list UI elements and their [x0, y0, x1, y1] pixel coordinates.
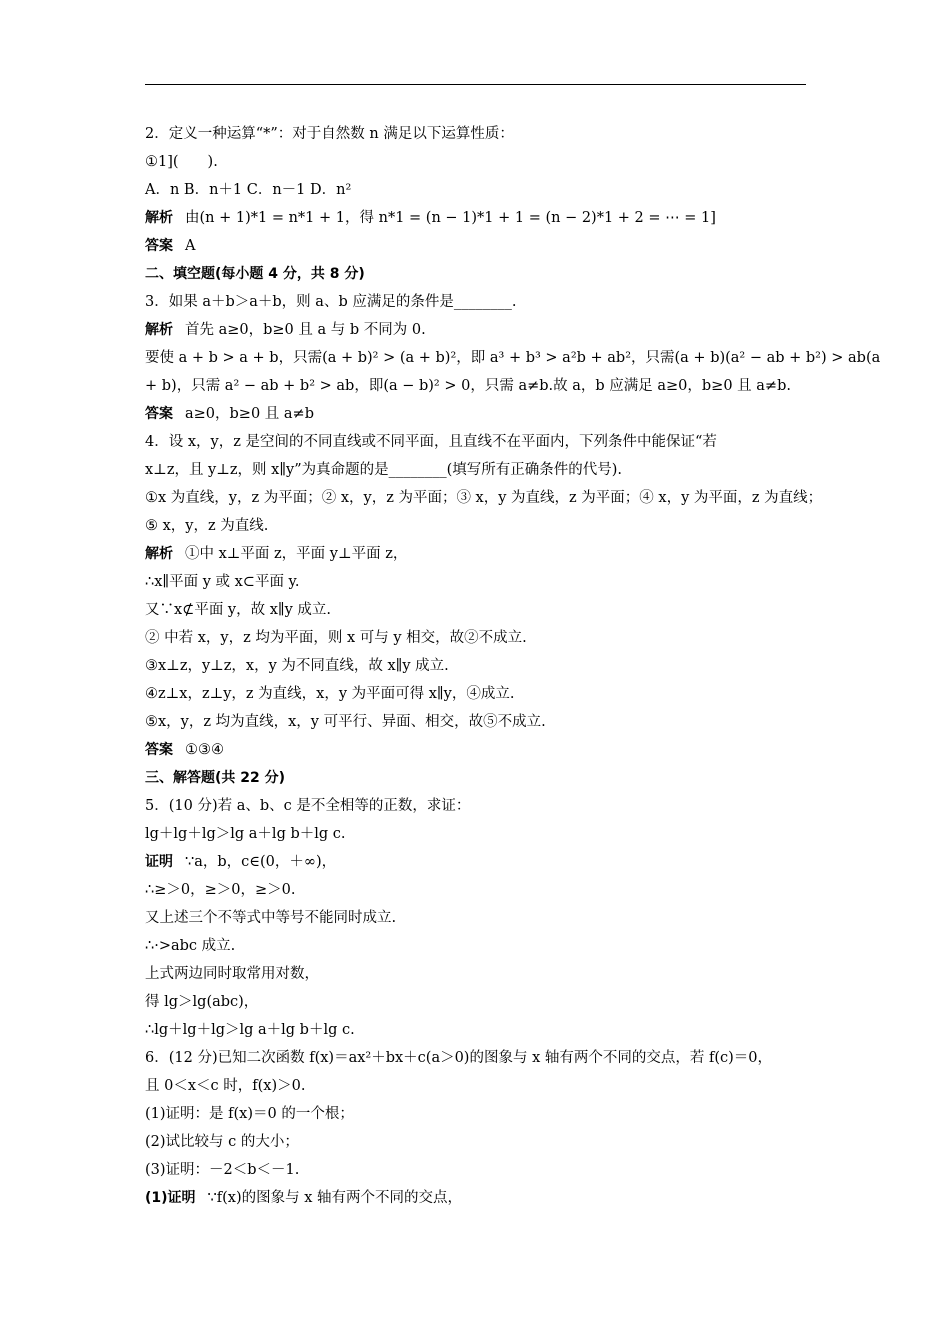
solution-label: 解析 [145, 546, 173, 562]
q4-solution-line7: ⑤x，y，z 均为直线，x，y 可平行、异面、相交，故⑤不成立. [145, 714, 546, 730]
q2-solution [145, 204, 825, 232]
q6-proof1 [145, 1184, 825, 1212]
q3-solution-line2: 要使 a + b > a + b，只需(a + b)² > (a + b)²，即 a³ + b³ > a²b + ab²，只需(a + b)(a² − ab + b²) > ab(a [145, 350, 881, 366]
q3-solution-line1: 首先 a≥0，b≥0 且 a 与 b 不同为 0. [185, 322, 426, 338]
q4-solution-line1: ①中 x⊥平面 z，平面 y⊥平面 z， [185, 546, 408, 562]
q4-solution-line6: ④z⊥x，z⊥y，z 为直线，x，y 为平面可得 x∥y，④成立. [145, 686, 515, 702]
q5-proof [145, 848, 825, 876]
q3-solution [145, 316, 825, 344]
solution-label: 解析 [145, 322, 173, 338]
q4-solution-line2: ∴x∥平面 y 或 x⊂平面 y. [145, 574, 300, 590]
answer-label: 答案 [145, 238, 173, 254]
q6-stem-line1: 6．(12 分)已知二次函数 f(x)＝ax²＋bx＋c(a＞0)的图象与 x 轴有两个不同的交点，若 f(c)＝0， [145, 1050, 772, 1066]
q4-stem-line2: x⊥z，且 y⊥z，则 x∥y”为真命题的是________(填写所有正确条件的代号). [145, 462, 623, 478]
q5-proof-line5: 上式两边同时取常用对数， [145, 966, 319, 982]
answer-label: 答案 [145, 406, 173, 422]
q6-part2: (2)试比较与 c 的大小； [145, 1134, 299, 1150]
q4-conditions-line2: ⑤ x，y，z 为直线. [145, 518, 269, 534]
q3-solution-line3: + b)，只需 a² − ab + b² > ab，即(a − b)² > 0，只需 a≠b.故 a，b 应满足 a≥0，b≥0 且 a≠b. [145, 378, 791, 394]
q5-claim: lg＋lg＋lg＞lg a＋lg b＋lg c. [145, 826, 346, 842]
q4-solution-line3: 又∵x⊄平面 y，故 x∥y 成立. [145, 602, 332, 618]
q5-proof-line6: 得 lg＞lg(abc)， [145, 994, 259, 1010]
q4-solution-line5: ③x⊥z，y⊥z，x，y 为不同直线，故 x∥y 成立. [145, 658, 449, 674]
q5-proof-line4: ∴·>abc 成立. [145, 938, 236, 954]
q3-answer [145, 400, 825, 428]
q2-answer-text: A [185, 238, 196, 254]
q2-prompt: ①1]( ). [145, 154, 218, 170]
section-problems-heading: 三、解答题(共 22 分) [145, 770, 286, 786]
q5-proof-line1: ∵a，b，c∈(0，＋∞)， [185, 854, 337, 870]
q2-solution-text: 由(n + 1)*1 = n*1 + 1，得 n*1 = (n − 1)*1 + 1 = (n − 2)*1 + 2 = ⋯ = 1] [185, 210, 716, 226]
q5-proof-line7: ∴lg＋lg＋lg＞lg a＋lg b＋lg c. [145, 1022, 355, 1038]
q4-answer [145, 736, 825, 764]
q4-solution [145, 540, 825, 568]
solution-label: 解析 [145, 210, 173, 226]
q6-stem-line2: 且 0＜x＜c 时，f(x)＞0. [145, 1078, 306, 1094]
q6-proof1-line1: ∵f(x)的图象与 x 轴有两个不同的交点， [207, 1190, 463, 1206]
q6-part1: (1)证明：是 f(x)＝0 的一个根； [145, 1106, 354, 1122]
q5-stem: 5．(10 分)若 a、b、c 是不全相等的正数，求证： [145, 798, 471, 814]
document-body [145, 120, 881, 1212]
header-rule [145, 84, 806, 85]
q4-answer-text: ①③④ [185, 742, 224, 758]
q4-stem-line1: 4．设 x，y，z 是空间的不同直线或不同平面，且直线不在平面内，下列条件中能保证“若 [145, 434, 717, 450]
section-fill-in-heading: 二、填空题(每小题 4 分，共 8 分) [145, 266, 365, 282]
q5-proof-line2: ∴≥＞0，≥＞0，≥＞0. [145, 882, 296, 898]
proof-label: (1)证明 [145, 1190, 196, 1206]
answer-label: 答案 [145, 742, 173, 758]
q3-stem: 3．如果 a＋b＞a＋b，则 a、b 应满足的条件是________. [145, 294, 517, 310]
q2-stem: 2．定义一种运算“*”：对于自然数 n 满足以下运算性质： [145, 126, 514, 142]
q6-part3: (3)证明：－2＜b＜－1. [145, 1162, 300, 1178]
proof-label: 证明 [145, 854, 173, 870]
q4-conditions-line1: ①x 为直线，y，z 为平面；② x，y，z 为平面；③ x，y 为直线，z 为平面；④ x，y 为平面，z 为直线； [145, 490, 823, 506]
q4-solution-line4: ② 中若 x，y，z 均为平面，则 x 可与 y 相交，故②不成立. [145, 630, 527, 646]
q5-proof-line3: 又上述三个不等式中等号不能同时成立. [145, 910, 397, 926]
q2-options: A．n B．n＋1 C．n－1 D．n² [145, 182, 352, 198]
q3-answer-text: a≥0，b≥0 且 a≠b [185, 406, 314, 422]
q2-answer [145, 232, 825, 260]
